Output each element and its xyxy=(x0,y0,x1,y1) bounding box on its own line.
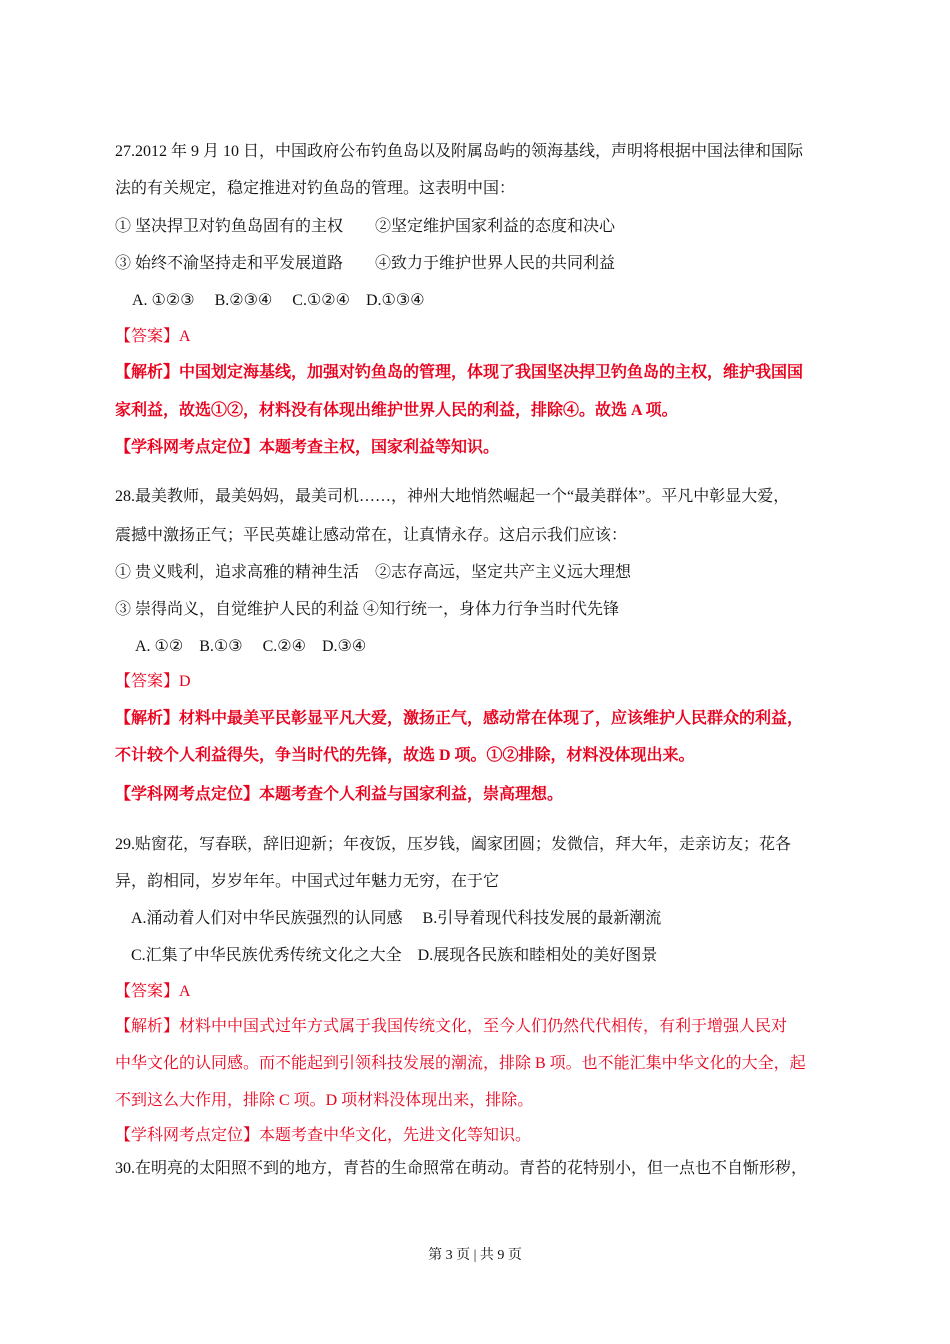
question-stem: 震撼中激扬正气；平民英雄让感动常在，让真情永存。这启示我们应该： xyxy=(115,527,628,544)
answer-choices: A. ①② B.①③ C.②④ D.③④ xyxy=(135,638,367,655)
knowledge-point: 【学科网考点定位】本题考查中华文化，先进文化等知识。 xyxy=(115,1127,532,1144)
analysis: 家利益，故选①②，材料没有体现出维护世界人民的利益，排除④。故选 A 项。 xyxy=(115,402,678,419)
question-options: ③ 始终不渝坚持走和平发展道路 ④致力于维护世界人民的共同利益 xyxy=(115,255,616,272)
answer: 【答案】A xyxy=(115,328,191,345)
question-stem: 27.2012 年 9 月 10 日，中国政府公布钓鱼岛以及附属岛屿的领海基线，声明将根据中国法律和国际 xyxy=(115,143,804,160)
analysis: 【解析】材料中中国式过年方式属于我国传统文化，至今人们仍然代代相传，有利于增强人民对 xyxy=(115,1018,788,1035)
question-options: ① 坚决捍卫对钓鱼岛固有的主权 ②坚定维护国家利益的态度和决心 xyxy=(115,218,616,235)
question-options: C.汇集了中华民族优秀传统文化之大全 D.展现各民族和睦相处的美好图景 xyxy=(131,947,658,964)
question-stem: 法的有关规定，稳定推进对钓鱼岛的管理。这表明中国： xyxy=(115,180,516,197)
knowledge-point: 【学科网考点定位】本题考查主权，国家利益等知识。 xyxy=(115,439,500,456)
question-stem: 30.在明亮的太阳照不到的地方，青苔的生命照常在萌动。青苔的花特别小，但一点也不自惭形秽， xyxy=(115,1160,808,1177)
answer-choices: A. ①②③ B.②③④ C.①②④ D.①③④ xyxy=(132,292,425,309)
analysis: 不计较个人利益得失，争当时代的先锋，故选 D 项。①②排除，材料没体现出来。 xyxy=(115,747,695,764)
question-options: A.涌动着人们对中华民族强烈的认同感 B.引导着现代科技发展的最新潮流 xyxy=(131,910,662,927)
question-stem: 28.最美教师，最美妈妈，最美司机……，神州大地悄然崛起一个“最美群体”。平凡中彰显大爱， xyxy=(115,488,790,505)
analysis: 中华文化的认同感。而不能起到引领科技发展的潮流，排除 B 项。也不能汇集中华文化的大全，起 xyxy=(115,1055,806,1072)
question-options: ③ 崇得尚义，自觉维护人民的利益 ④知行统一，身体力行争当时代先锋 xyxy=(115,601,620,618)
question-stem: 29.贴窗花，写春联，辞旧迎新；年夜饭，压岁钱，阖家团圆；发微信，拜大年，走亲访友；花各 xyxy=(115,836,792,853)
question-options: ① 贵义贱利，追求高雅的精神生活 ②志存高远，坚定共产主义远大理想 xyxy=(115,564,632,581)
analysis: 不到这么大作用，排除 C 项。D 项材料没体现出来，排除。 xyxy=(115,1092,534,1109)
answer: 【答案】D xyxy=(115,673,191,690)
analysis: 【解析】中国划定海基线，加强对钓鱼岛的管理，体现了我国坚决捍卫钓鱼岛的主权，维护我国国 xyxy=(115,364,804,381)
knowledge-point: 【学科网考点定位】本题考查个人利益与国家利益，崇高理想。 xyxy=(115,786,564,803)
analysis: 【解析】材料中最美平民彰显平凡大爱，激扬正气，感动常在体现了，应该维护人民群众的利益， xyxy=(115,710,804,727)
page-footer: 第 3 页 | 共 9 页 xyxy=(428,1248,522,1263)
answer: 【答案】A xyxy=(115,983,191,1000)
question-stem: 异，韵相同，岁岁年年。中国式过年魅力无穷，在于它 xyxy=(115,873,500,890)
